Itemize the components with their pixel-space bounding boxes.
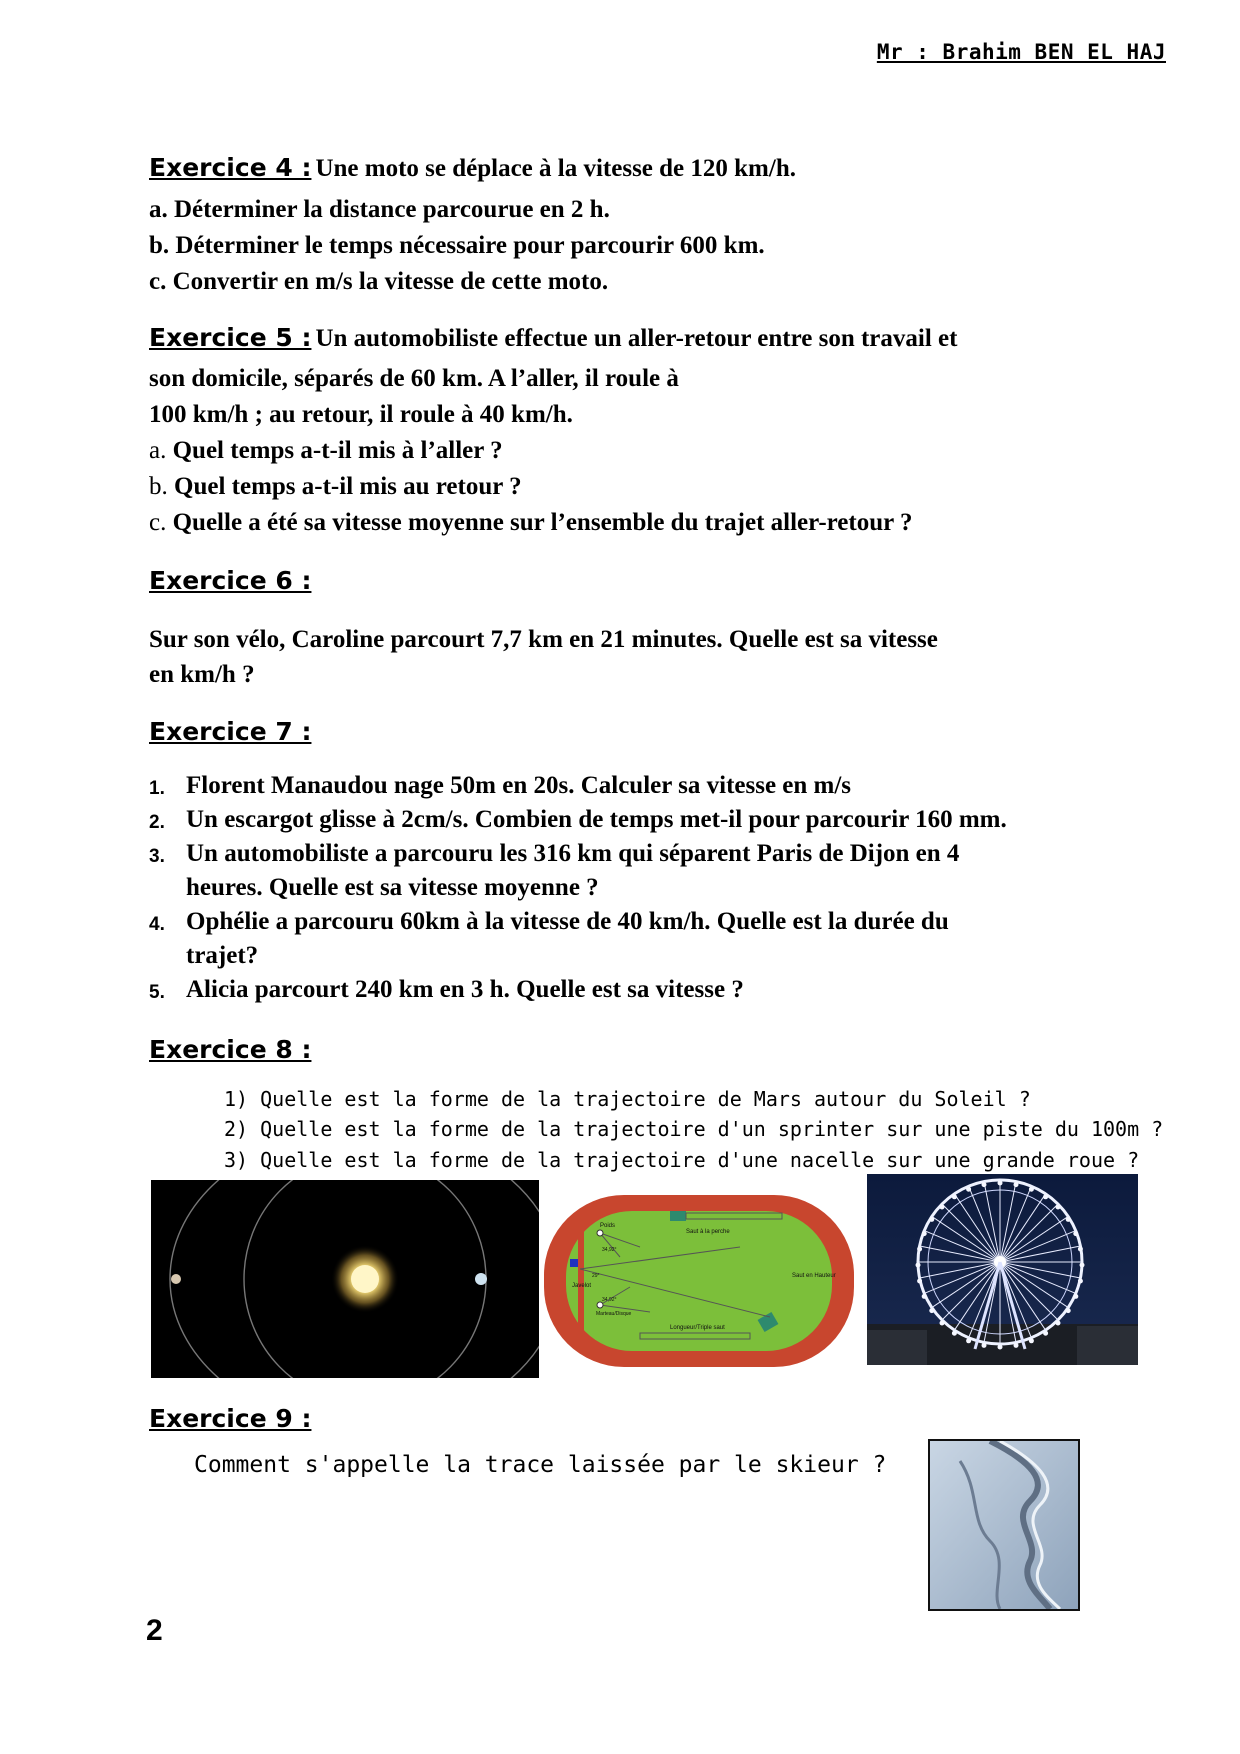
ex5-a-text: Quel temps a-t-il mis à l’aller ?	[172, 437, 503, 464]
ex7-item2-text: Un escargot glisse à 2cm/s. Combien de temps met-il pour parcourir 160 mm.	[186, 806, 1007, 833]
ferris-wheel-image	[867, 1174, 1138, 1365]
author-header: Mr : Brahim BEN EL HAJ	[876, 40, 1166, 64]
label-marteau: Marteau/Disque	[596, 1311, 632, 1317]
wheel-gondola	[940, 1205, 945, 1210]
label-javelot: Javelot	[572, 1283, 592, 1289]
ex8-question-1: 1) Quelle est la forme de la trajectoire de Mars autour du Soleil ?	[224, 1087, 1031, 1111]
wheel-gondola	[1029, 1338, 1034, 1343]
wheel-gondola	[1029, 1187, 1034, 1192]
wheel-gondola	[952, 1331, 957, 1336]
wheel-gondola	[917, 1247, 922, 1252]
wheel-gondola	[1056, 1205, 1061, 1210]
ex6-line2: en km/h ?	[149, 661, 255, 688]
wheel-gondola	[917, 1279, 922, 1284]
earth-planet	[475, 1273, 487, 1285]
label-perche: Saut à la perche	[686, 1229, 730, 1235]
label-poids: Poids	[600, 1223, 616, 1229]
solar-system-image	[151, 1180, 539, 1378]
ex5-question-b	[149, 469, 522, 505]
ex6-title: Exercice 6 :	[149, 566, 312, 595]
wheel-gondola	[922, 1294, 927, 1299]
mars-planet	[171, 1274, 181, 1284]
wheel-gondola	[966, 1187, 971, 1192]
ex5-c-letter: c.	[149, 509, 167, 536]
ex4-heading-line	[149, 151, 796, 187]
ex7-item4-number: 4.	[149, 914, 165, 935]
ex5-a-letter: a.	[149, 437, 167, 464]
label-angle-3: 34,92°	[602, 1297, 617, 1303]
ex5-line1: Un automobiliste effectue un aller-retour entre son travail et	[315, 325, 958, 352]
blue-marker	[570, 1259, 578, 1267]
ex7-item2-number: 2.	[149, 812, 165, 833]
ex5-c-text: Quelle a été sa vitesse moyenne sur l’ensemble du trajet aller-retour ?	[172, 509, 913, 536]
ex4-intro: Une moto se déplace à la vitesse de 120 km/h.	[315, 155, 796, 182]
ex9-question: Comment s'appelle la trace laissée par le skieur ?	[194, 1452, 887, 1478]
wheel-gondola	[998, 1345, 1003, 1350]
ex5-question-a	[149, 433, 503, 469]
wheel-gondola	[1073, 1294, 1078, 1299]
ex7-title: Exercice 7 :	[149, 717, 312, 746]
wheel-gondola	[1043, 1331, 1048, 1336]
label-angle-1: 34,92°	[602, 1247, 617, 1253]
wheel-gondola	[1078, 1247, 1083, 1252]
wheel-gondola	[966, 1338, 971, 1343]
ex7-item1-number: 1.	[149, 778, 165, 799]
ex8-question-2: 2) Quelle est la forme de la trajectoire d'un sprinter sur une piste du 100m ?	[224, 1117, 1164, 1141]
ex6-line1: Sur son vélo, Caroline parcourt 7,7 km en 21 minutes. Quelle est sa vitesse	[149, 626, 938, 653]
ex5-line2: son domicile, séparés de 60 km. A l’aller, il roule à	[149, 365, 679, 392]
page-number: 2	[146, 1614, 163, 1647]
ex9-title: Exercice 9 :	[149, 1404, 312, 1433]
label-longueur: Longueur/Triple saut	[670, 1325, 725, 1331]
ex7-item4-text: Ophélie a parcouru 60km à la vitesse de 40 km/h. Quelle est la durée du	[186, 908, 949, 935]
label-hauteur: Saut en Hauteur	[792, 1273, 836, 1279]
ex7-item5-number: 5.	[149, 982, 165, 1003]
wheel-gondola	[952, 1194, 957, 1199]
ex7-item3-text: Un automobiliste a parcouru les 316 km qui séparent Paris de Dijon en 4	[186, 840, 960, 867]
ex5-b-text: Quel temps a-t-il mis au retour ?	[174, 473, 522, 500]
wheel-gondola	[1066, 1308, 1071, 1313]
wheel-gondola	[929, 1308, 934, 1313]
wheel-gondola	[1056, 1321, 1061, 1326]
wheel-gondola	[916, 1263, 921, 1268]
sun	[351, 1265, 379, 1293]
ex4-question-a: a. Déterminer la distance parcourue en 2 h.	[149, 196, 610, 223]
wheel-gondola	[1043, 1194, 1048, 1199]
ex5-question-c	[149, 505, 913, 541]
ex7-item4-continued: trajet?	[186, 942, 259, 969]
label-angle-2: 29°	[592, 1273, 600, 1279]
pole-vault-pit	[670, 1211, 686, 1221]
ex7-item3-continued: heures. Quelle est sa vitesse moyenne ?	[186, 874, 599, 901]
wheel-gondola	[1066, 1217, 1071, 1222]
wheel-gondola	[1014, 1343, 1019, 1348]
ex5-heading-line	[149, 321, 957, 357]
ex4-question-c: c. Convertir en m/s la vitesse de cette moto.	[149, 268, 609, 295]
wheel-gondola	[929, 1217, 934, 1222]
wheel-gondola	[982, 1343, 987, 1348]
athletics-track-image	[540, 1177, 862, 1382]
ex8-title: Exercice 8 :	[149, 1035, 312, 1064]
wheel-gondola	[982, 1182, 987, 1187]
ski-trace-image	[928, 1439, 1080, 1611]
wheel-gondola	[922, 1231, 927, 1236]
ex7-item5-text: Alicia parcourt 240 km en 3 h. Quelle est sa vitesse ?	[186, 976, 744, 1003]
ex5-title: Exercice 5 :	[149, 323, 312, 352]
ex8-question-3: 3) Quelle est la forme de la trajectoire d'une nacelle sur une grande roue ?	[224, 1148, 1140, 1172]
ex4-question-b: b. Déterminer le temps nécessaire pour parcourir 600 km.	[149, 232, 765, 259]
wheel-gondola	[998, 1181, 1003, 1186]
ex5-b-letter: b.	[149, 473, 168, 500]
wheel-gondola	[1073, 1231, 1078, 1236]
ex7-item1-text: Florent Manaudou nage 50m en 20s. Calculer sa vitesse en m/s	[186, 772, 852, 799]
ex5-line3: 100 km/h ; au retour, il roule à 40 km/h.	[149, 401, 573, 428]
wheel-gondola	[940, 1321, 945, 1326]
ex4-title: Exercice 4 :	[149, 153, 312, 182]
wheel-gondola	[1080, 1263, 1085, 1268]
wheel-gondola	[1078, 1279, 1083, 1284]
wheel-gondola	[1014, 1182, 1019, 1187]
ex7-item3-number: 3.	[149, 846, 165, 867]
